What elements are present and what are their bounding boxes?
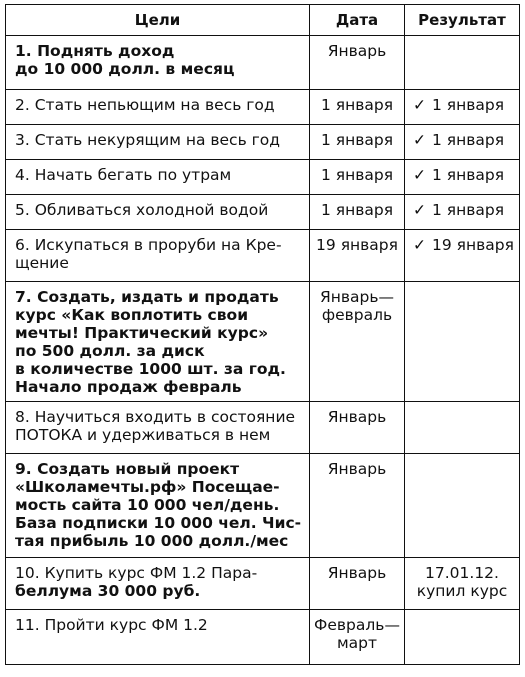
- goal-line: База подписки 10 000 чел. Чис-: [15, 514, 302, 532]
- goal-line: по 500 долл. за диск: [15, 342, 205, 360]
- result-cell: [405, 230, 520, 282]
- date-line: февраль: [321, 306, 393, 324]
- result-line: купил курс: [416, 582, 508, 600]
- header-result: Результат: [405, 5, 520, 36]
- goal-cell: [6, 402, 310, 454]
- result-text: 1 января: [432, 201, 505, 219]
- goal-line: курс «Как воплотить свои: [15, 306, 249, 324]
- goal-line: 7. Создать, издать и продать: [15, 288, 279, 306]
- result-text: 19 января: [432, 236, 514, 254]
- goal-cell: [6, 454, 310, 558]
- goal-line: 1. Поднять доход: [15, 42, 175, 60]
- goal-line: «Школамечты.рф» Посещае-: [15, 478, 280, 496]
- goal-line: беллума 30 000 руб.: [15, 582, 201, 600]
- result-cell: [405, 160, 520, 195]
- check-mark-icon: ✓: [413, 201, 426, 219]
- table-row: [6, 282, 520, 402]
- goal-line: щение: [15, 254, 69, 272]
- table-row: [6, 230, 520, 282]
- date-cell: Январь: [310, 402, 405, 454]
- goal-cell: [6, 282, 310, 402]
- date-cell: 1 января: [310, 195, 405, 230]
- table-row: [6, 454, 520, 558]
- table-row: [6, 125, 520, 160]
- goal-line: 9. Создать новый проект: [15, 460, 240, 478]
- table-row: [6, 36, 520, 90]
- goal-line: 6. Искупаться в проруби на Кре-: [15, 236, 282, 254]
- goal-line: 10. Купить курс ФМ 1.2 Пара-: [15, 564, 258, 582]
- result-cell: [405, 125, 520, 160]
- table-row: [6, 160, 520, 195]
- goal-cell: 11. Пройти курс ФМ 1.2: [6, 610, 310, 665]
- result-cell: [405, 282, 520, 402]
- check-mark-icon: ✓: [413, 96, 426, 114]
- goal-cell: [6, 558, 310, 610]
- goal-line: 8. Научиться входить в состояние: [15, 408, 296, 426]
- date-cell: [310, 610, 405, 665]
- date-cell: 1 января: [310, 125, 405, 160]
- date-line: Январь—: [319, 288, 394, 306]
- goal-cell: [6, 36, 310, 90]
- table-row: [6, 402, 520, 454]
- result-cell: [405, 610, 520, 665]
- date-cell: 1 января: [310, 160, 405, 195]
- goals-table: [5, 4, 520, 665]
- result-cell: [405, 402, 520, 454]
- date-cell: Январь: [310, 454, 405, 558]
- table-row: [6, 610, 520, 665]
- result-cell: [405, 90, 520, 125]
- check-mark-icon: ✓: [413, 236, 426, 254]
- result-cell: [405, 558, 520, 610]
- result-text: 1 января: [432, 96, 505, 114]
- header-row: [6, 5, 520, 36]
- goal-cell: 3. Стать некурящим на весь год: [6, 125, 310, 160]
- date-cell: 19 января: [310, 230, 405, 282]
- date-line: март: [336, 634, 378, 652]
- date-cell: 1 января: [310, 90, 405, 125]
- goal-cell: 2. Стать непьющим на весь год: [6, 90, 310, 125]
- goal-line: тая прибыль 10 000 долл./мес: [15, 532, 289, 550]
- header-goals: Цели: [6, 5, 310, 36]
- goal-cell: 4. Начать бегать по утрам: [6, 160, 310, 195]
- date-line: Февраль—: [314, 616, 400, 634]
- goal-line: Начало продаж февраль: [15, 378, 242, 396]
- result-cell: [405, 36, 520, 90]
- result-cell: [405, 454, 520, 558]
- check-mark-icon: ✓: [413, 131, 426, 149]
- goal-line: мечты! Практический курс»: [15, 324, 269, 342]
- goal-line: мость сайта 10 000 чел/день.: [15, 496, 280, 514]
- result-text: 1 января: [432, 166, 505, 184]
- result-text: 1 января: [432, 131, 505, 149]
- goal-cell: [6, 230, 310, 282]
- result-line: 17.01.12.: [425, 564, 499, 582]
- table-row: [6, 195, 520, 230]
- goal-line: в количестве 1000 шт. за год.: [15, 360, 286, 378]
- date-cell: Январь: [310, 558, 405, 610]
- table-row: [6, 558, 520, 610]
- date-cell: Январь: [310, 36, 405, 90]
- result-cell: [405, 195, 520, 230]
- table-row: [6, 90, 520, 125]
- date-cell: [310, 282, 405, 402]
- goal-cell: 5. Обливаться холодной водой: [6, 195, 310, 230]
- header-date: Дата: [310, 5, 405, 36]
- check-mark-icon: ✓: [413, 166, 426, 184]
- goal-line: до 10 000 долл. в месяц: [15, 60, 235, 78]
- goal-line: ПОТОКА и удерживаться в нем: [15, 426, 271, 444]
